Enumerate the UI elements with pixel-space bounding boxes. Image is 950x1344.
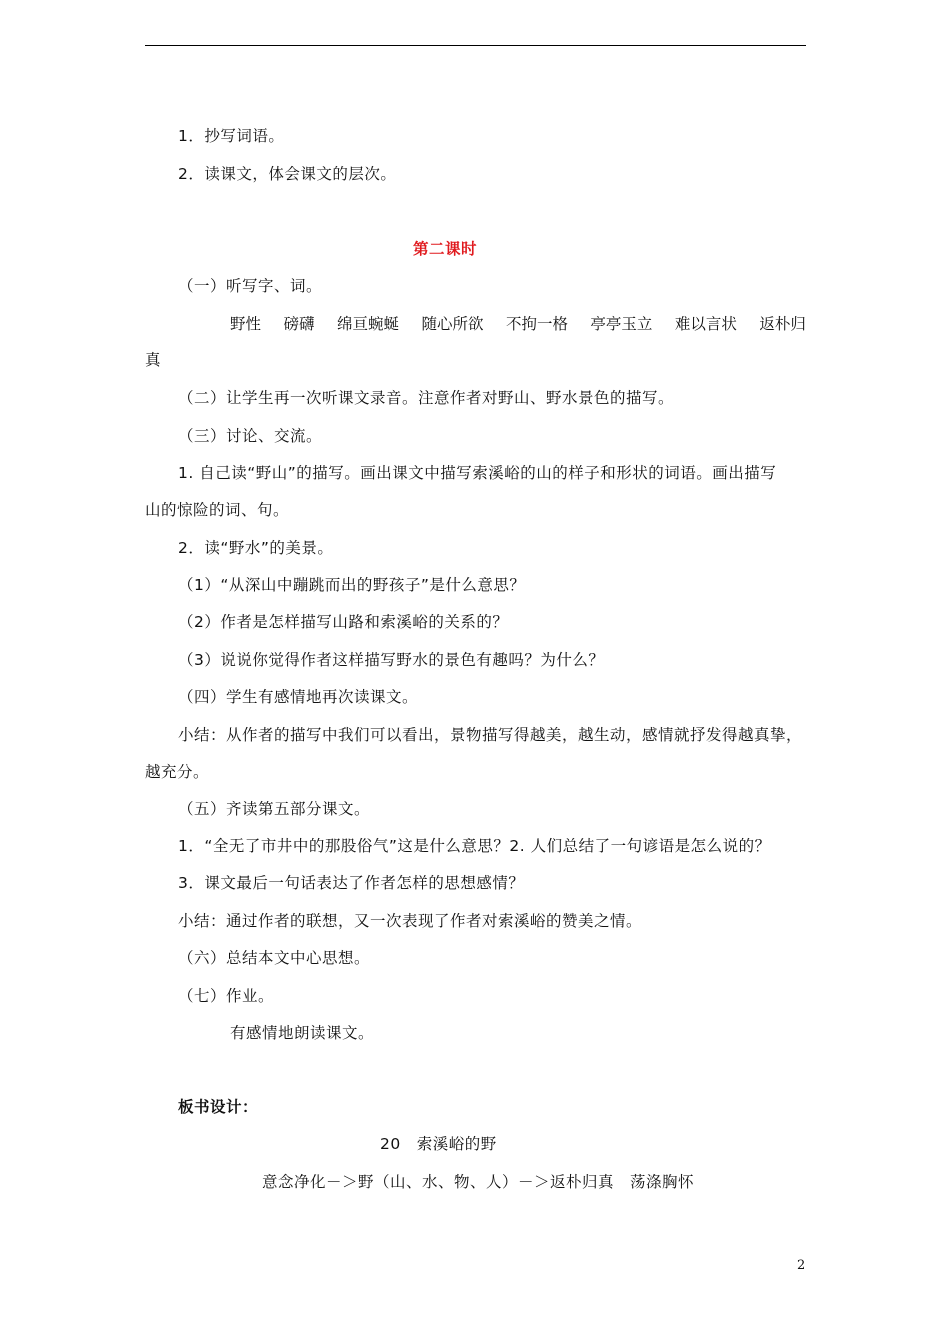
copy-words-line: 1．抄写词语。: [178, 127, 285, 145]
dictation-word: 不拘一格: [505, 315, 568, 333]
summary-2: 小结：通过作者的联想，又一次表现了作者对索溪峪的赞美之情。: [178, 912, 643, 930]
item-5-1: 1．“全无了市井中的那股俗气”这是什么意思？2. 人们总结了一句谚语是怎么说的？: [178, 837, 771, 855]
question-2: （2）作者是怎样描写山路和索溪峪的关系的？: [178, 613, 509, 631]
dictation-word: 返朴归: [759, 315, 806, 333]
step-2: （二）让学生再一次听课文录音。注意作者对野山、野水景色的描写。: [178, 389, 675, 407]
dictation-words-row: [230, 314, 806, 334]
dictation-word: 随心所欲: [421, 315, 484, 333]
dictation-word-wrap: 真: [145, 351, 162, 369]
item-5-3: 3．课文最后一句话表达了作者怎样的思想感情？: [178, 874, 525, 892]
summary-1-line-1: 小结：从作者的描写中我们可以看出，景物描写得越美，越生动，感情就抒发得越真挚，: [178, 726, 803, 744]
dictation-word: 野性: [230, 315, 262, 333]
summary-1-line-2: 越充分。: [145, 763, 210, 781]
item-2: 2．读“野水”的美景。: [178, 539, 334, 557]
item-1-line-2: 山的惊险的词、句。: [145, 501, 290, 519]
board-design-label: 板书设计：: [178, 1098, 259, 1116]
step-4: （四）学生有感情地再次读课文。: [178, 688, 419, 706]
step-5: （五）齐读第五部分课文。: [178, 800, 371, 818]
dictation-word: 难以言状: [674, 315, 737, 333]
board-title: 20 索溪峪的野: [380, 1135, 497, 1153]
question-1: （1）“从深山中蹦跳而出的野孩子”是什么意思？: [178, 576, 526, 594]
section-title: 第二课时: [413, 240, 478, 258]
page-number: 2: [797, 1258, 806, 1273]
dictation-word: 亭亭玉立: [590, 315, 653, 333]
step-6: （六）总结本文中心思想。: [178, 949, 371, 967]
read-text-line: 2．读课文，体会课文的层次。: [178, 165, 397, 183]
homework: 有感情地朗读课文。: [230, 1024, 375, 1042]
question-3: （3）说说你觉得作者这样描写野水的景色有趣吗？为什么？: [178, 651, 605, 669]
step-1: （一）听写字、词。: [178, 277, 323, 295]
item-1-line-1: 1. 自己读“野山”的描写。画出课文中描写索溪峪的山的样子和形状的词语。画出描写: [178, 464, 777, 482]
board-content: 意念净化－＞野（山、水、物、人）－＞返朴归真 荡涤胸怀: [262, 1173, 695, 1191]
step-7: （七）作业。: [178, 987, 275, 1005]
header-rule: [145, 45, 806, 46]
step-3: （三）讨论、交流。: [178, 427, 323, 445]
dictation-word: 绵亘蜿蜒: [336, 315, 399, 333]
dictation-word: 磅礴: [283, 315, 315, 333]
